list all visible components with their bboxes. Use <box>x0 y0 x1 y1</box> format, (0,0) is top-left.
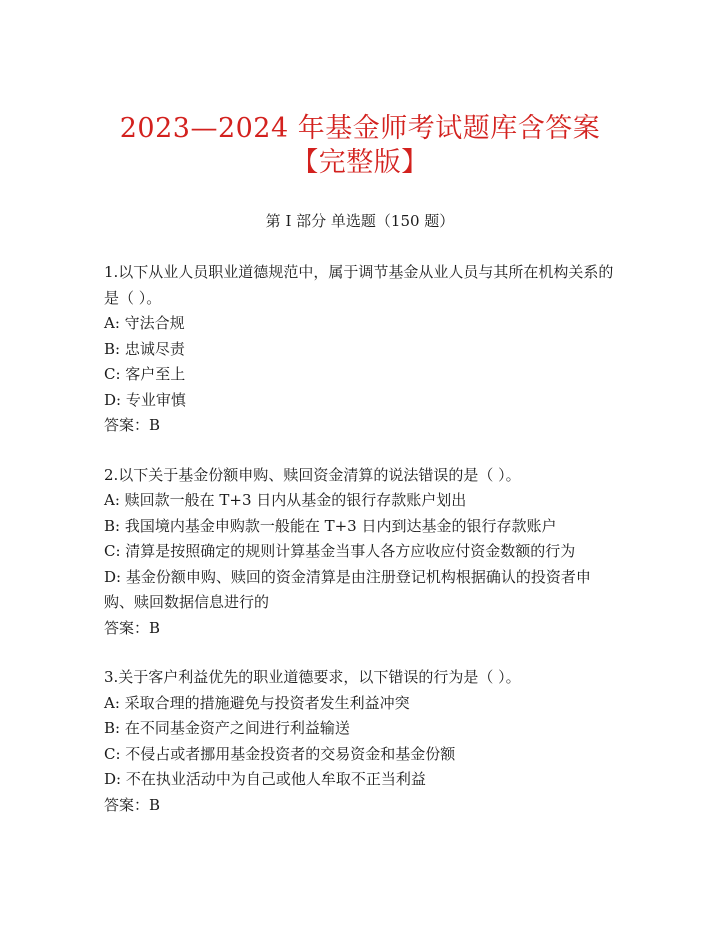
option-c: C: 不侵占或者挪用基金投资者的交易资金和基金份额 <box>104 744 456 763</box>
option-a: A: 赎回款一般在 T+3 日内从基金的银行存款账户划出 <box>104 491 467 509</box>
question-stem: 1.以下从业人员职业道德规范中，属于调节基金从业人员与其所在机构关系的是（ ）。 <box>104 263 614 307</box>
option-b: B: 在不同基金资产之间进行利益输送 <box>104 719 350 737</box>
option-d: D: 专业审慎 <box>104 390 186 409</box>
question-1 <box>104 260 616 439</box>
option-d: D: 基金份额申购、赎回的资金清算是由注册登记机构根据确认的投资者申购、赎回数据信息进行的 <box>104 567 591 611</box>
answer: 答案：B <box>104 416 161 434</box>
option-c: C: 清算是按照确定的规则计算基金当事人各方应收应付资金数额的行为 <box>104 542 576 560</box>
option-a: A: 守法合规 <box>104 314 185 332</box>
question-stem: 3.关于客户利益优先的职业道德要求，以下错误的行为是（ ）。 <box>104 668 521 686</box>
option-d: D: 不在执业活动中为自己或他人牟取不正当利益 <box>104 770 426 788</box>
option-a: A: 采取合理的措施避免与投资者发生利益冲突 <box>104 693 410 712</box>
option-b: B: 我国境内基金申购款一般能在 T+3 日内到达基金的银行存款账户 <box>104 516 557 535</box>
section-title: 第 I 部分 单选题（150 题） <box>265 212 455 230</box>
answer: 答案：B <box>104 795 161 814</box>
answer: 答案：B <box>104 618 161 637</box>
document-title: 2023—2024 年基金师考试题库含答案【完整版】 <box>119 113 601 178</box>
question-stem: 2.以下关于基金份额申购、赎回资金清算的说法错误的是（ ）。 <box>104 465 521 484</box>
question-2 <box>104 463 616 642</box>
question-3 <box>104 665 616 818</box>
option-b: B: 忠诚尽责 <box>104 339 185 358</box>
option-c: C: 客户至上 <box>104 365 186 383</box>
